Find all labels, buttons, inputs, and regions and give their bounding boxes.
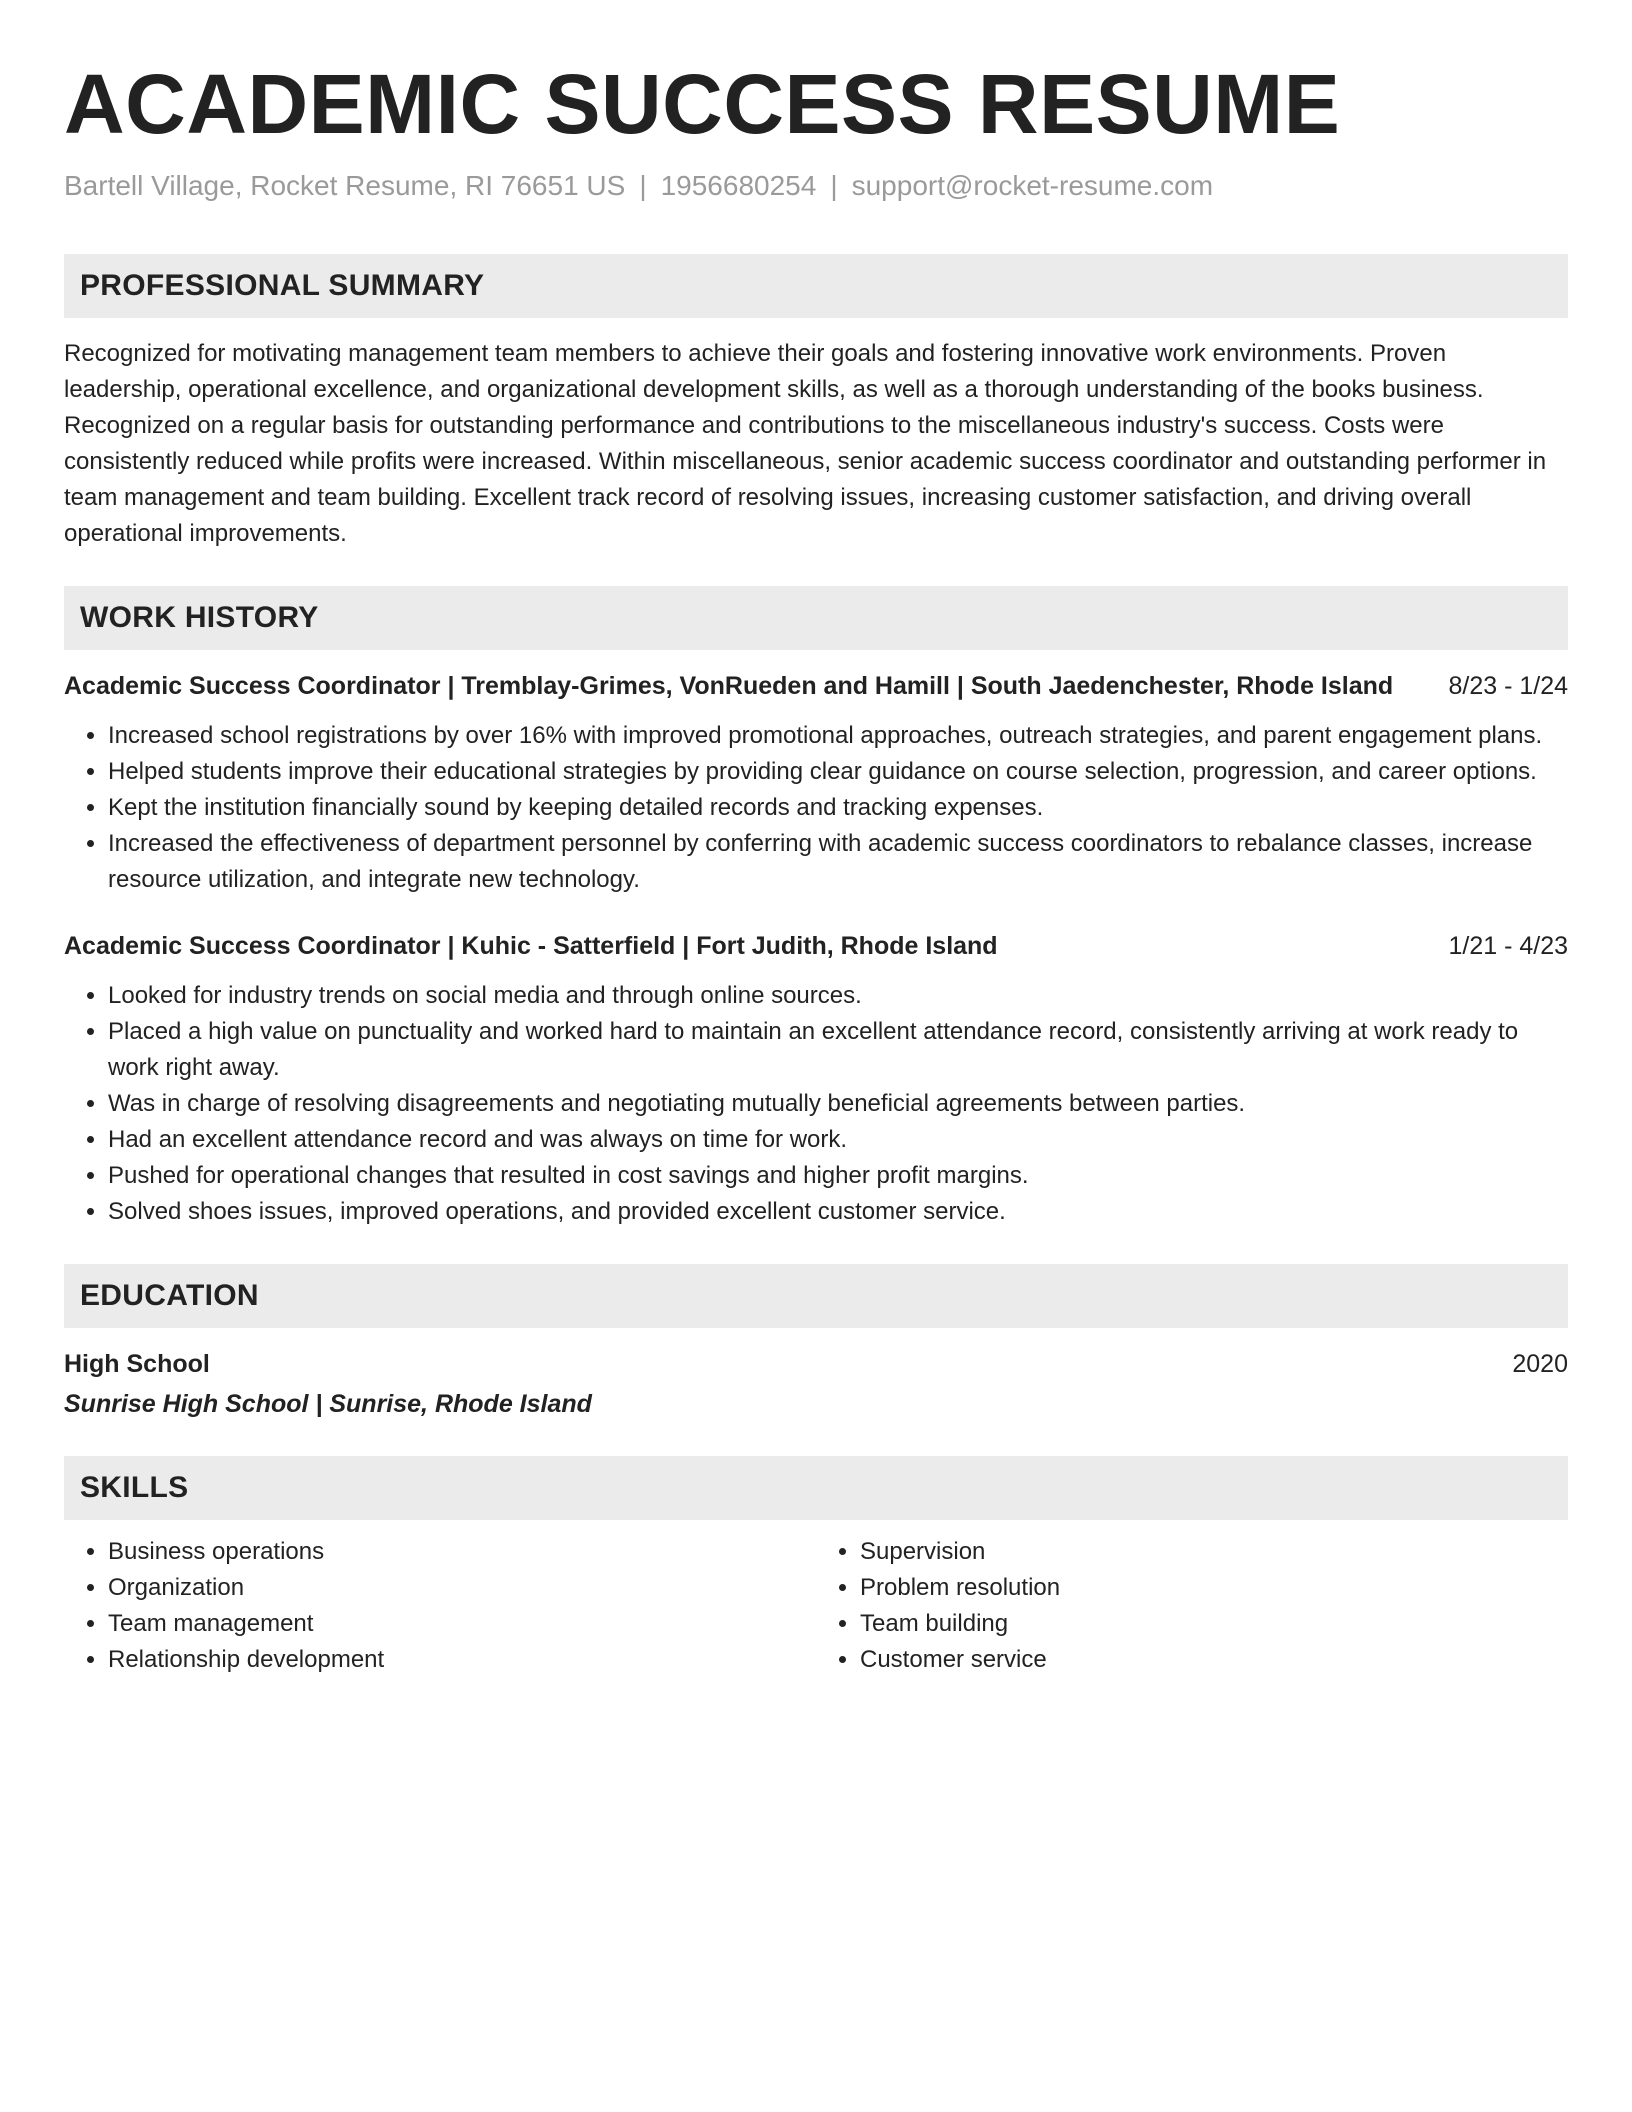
skill-item: • Business operations xyxy=(108,1534,816,1570)
job-bullet: • Helped students improve their educational strategies by providing clear guidance on course selection, progression, and career options. xyxy=(108,754,1568,790)
skill-item: • Team management xyxy=(108,1606,816,1642)
contact-phone: 1956680254 xyxy=(660,170,817,201)
contact-separator: | xyxy=(830,170,838,201)
skill-item: • Team building xyxy=(860,1606,1568,1642)
resume-title: ACADEMIC SUCCESS RESUME xyxy=(64,57,1341,151)
education-entry xyxy=(64,1346,1568,1422)
skills-heading: SKILLS xyxy=(64,1456,1568,1520)
summary-text: Recognized for motivating management team members to achieve their goals and fostering innovative work environments. Proven leadership, operational excellence, and organizational development skills, as well as a thorough understanding of the books business. Recognized on a regular basis for outstanding performance and contributions to the miscellaneous industry's success. Costs were consistently reduced while profits were increased. Within miscellaneous, senior academic success coordinator and outstanding performer in team management and team building. Excellent track record of resolving issues, increasing customer satisfaction, and driving overall operational improvements. xyxy=(64,340,1547,547)
skill-item: • Problem resolution xyxy=(860,1570,1568,1606)
skill-item: • Relationship development xyxy=(108,1642,816,1678)
education-year: 2020 xyxy=(1512,1350,1568,1378)
skill-item: • Supervision xyxy=(860,1534,1568,1570)
skill-item: • Organization xyxy=(108,1570,816,1606)
skills-column-right xyxy=(816,1534,1568,1678)
contact-separator: | xyxy=(639,170,647,201)
education-header xyxy=(64,1346,1568,1382)
job-header xyxy=(64,668,1568,704)
job-dates: 8/23 - 1/24 xyxy=(1448,672,1568,700)
job-entry xyxy=(64,668,1568,898)
skills-column-left xyxy=(64,1534,816,1678)
skill-item: • Customer service xyxy=(860,1642,1568,1678)
job-bullets xyxy=(64,718,1568,898)
summary-heading: PROFESSIONAL SUMMARY xyxy=(64,254,1568,318)
job-bullet: • Kept the institution financially sound by keeping detailed records and tracking expenses. xyxy=(108,790,1568,826)
contact-line xyxy=(64,168,1568,204)
job-bullet: • Was in charge of resolving disagreements and negotiating mutually beneficial agreements between parties. xyxy=(108,1086,1568,1122)
education-section xyxy=(64,1264,1568,1422)
job-bullets xyxy=(64,978,1568,1230)
work-history-heading: WORK HISTORY xyxy=(64,586,1568,650)
contact-email: support@rocket-resume.com xyxy=(851,170,1214,201)
skills-list xyxy=(64,1534,1568,1678)
education-heading: EDUCATION xyxy=(64,1264,1568,1328)
job-title: Academic Success Coordinator | Kuhic - Satterfield | Fort Judith, Rhode Island xyxy=(64,932,998,960)
job-bullet: • Increased the effectiveness of department personnel by conferring with academic success coordinators to rebalance classes, increase resource utilization, and integrate new technology. xyxy=(108,826,1568,898)
job-dates: 1/21 - 4/23 xyxy=(1448,932,1568,960)
job-bullet: • Placed a high value on punctuality and worked hard to maintain an excellent attendance record, consistently arriving at work ready to work right away. xyxy=(108,1014,1568,1086)
contact-address: Bartell Village, Rocket Resume, RI 76651 US xyxy=(64,170,626,201)
education-degree: High School xyxy=(64,1350,210,1378)
job-header xyxy=(64,928,1568,964)
job-bullet: • Solved shoes issues, improved operations, and provided excellent customer service. xyxy=(108,1194,1568,1230)
summary-section xyxy=(64,254,1568,552)
work-history-section xyxy=(64,586,1568,1230)
job-entry xyxy=(64,928,1568,1230)
job-bullet: • Increased school registrations by over 16% with improved promotional approaches, outreach strategies, and parent engagement plans. xyxy=(108,718,1568,754)
job-title: Academic Success Coordinator | Tremblay-Grimes, VonRueden and Hamill | South Jaedenchester, Rhode Island xyxy=(64,672,1394,700)
job-bullet: • Pushed for operational changes that resulted in cost savings and higher profit margins. xyxy=(108,1158,1568,1194)
job-bullet: • Had an excellent attendance record and was always on time for work. xyxy=(108,1122,1568,1158)
skills-section xyxy=(64,1456,1568,1678)
education-school: Sunrise High School | Sunrise, Rhode Island xyxy=(64,1390,592,1418)
job-bullet: • Looked for industry trends on social media and through online sources. xyxy=(108,978,1568,1014)
